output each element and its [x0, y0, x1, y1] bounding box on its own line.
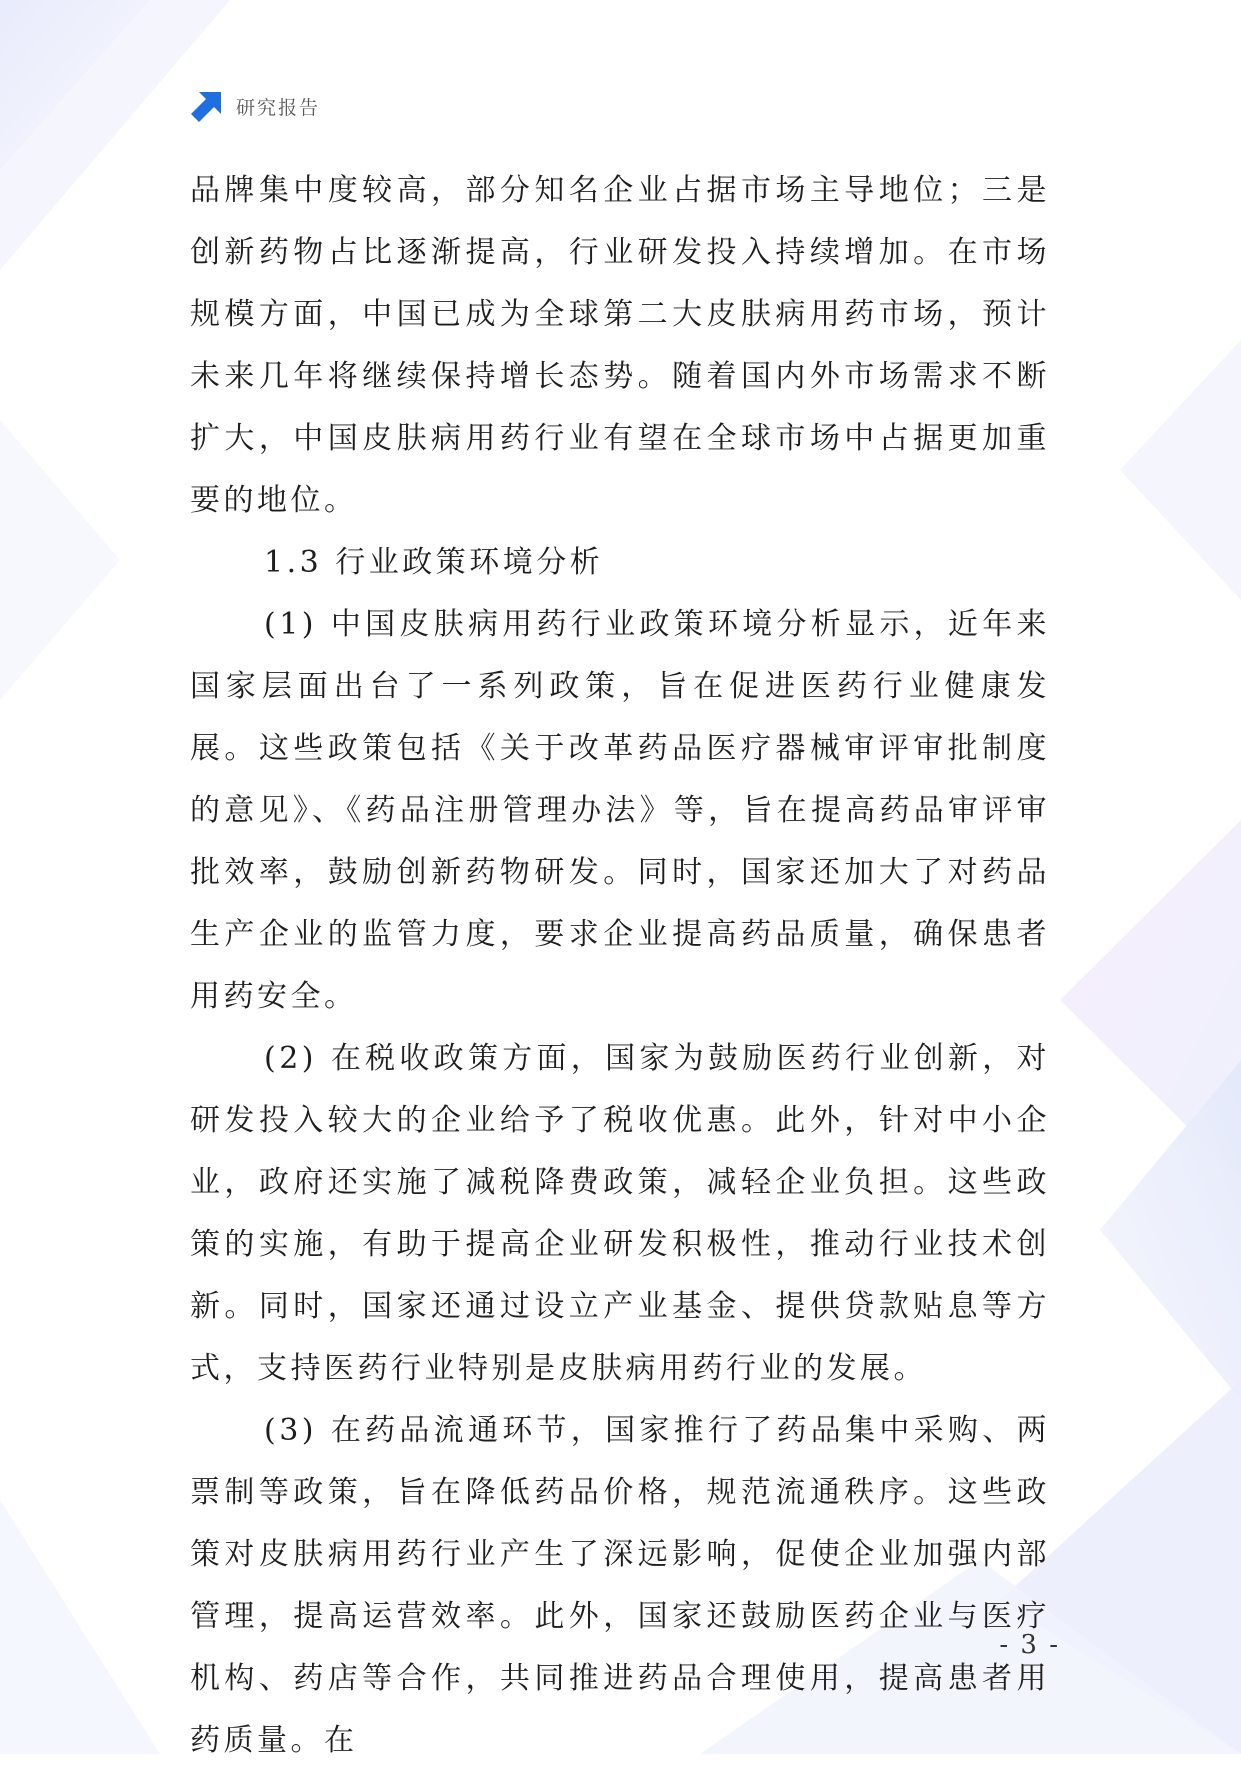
paragraph-policy-2: (2) 在税收政策方面，国家为鼓励医药行业创新，对研发投入较大的企业给予了税收优惠。此外，针对中小企业，政府还实施了减税降费政策，减轻企业负担。这些政策的实施，有助于提高企业研发积极性，推动行业技术创新。同时，国家还通过设立产业基金、提供贷款贴息等方式，支持医药行业特别是皮肤病用药行业的发展。: [190, 1041, 1050, 1386]
page-number: - 3 -: [999, 1630, 1060, 1660]
header-title: 研究报告: [236, 96, 321, 119]
section-heading: 1.3 行业政策环境分析: [264, 545, 604, 580]
paragraph-policy-1: (1) 中国皮肤病用药行业政策环境分析显示，近年来国家层面出台了一系列政策，旨在促进医药行业健康发展。这些政策包括《关于改革药品医疗器械审评审批制度的意见》、《药品注册管理办法》等，旨在提高药品审评审批效率，鼓励创新药物研发。同时，国家还加大了对药品生产企业的监管力度，要求企业提高药品质量，确保患者用药安全。: [190, 607, 1050, 1014]
paragraph-policy-3: (3) 在药品流通环节，国家推行了药品集中采购、两票制等政策，旨在降低药品价格，规范流通秩序。这些政策对皮肤病用药行业产生了深远影响，促使企业加强内部管理，提高运营效率。此外，国家还鼓励医药企业与医疗机构、药店等合作，共同推进药品合理使用，提高患者用药质量。在: [190, 1413, 1050, 1758]
document-body: [190, 160, 1050, 1772]
paragraph-continuation: 品牌集中度较高，部分知名企业占据市场主导地位；三是创新药物占比逐渐提高，行业研发投入持续增加。在市场规模方面，中国已成为全球第二大皮肤病用药市场，预计未来几年将继续保持增长态势。随着国内外市场需求不断扩大，中国皮肤病用药行业有望在全球市场中占据更加重要的地位。: [190, 173, 1050, 518]
arrow-up-right-icon: [190, 89, 224, 123]
page-header: [190, 88, 320, 124]
